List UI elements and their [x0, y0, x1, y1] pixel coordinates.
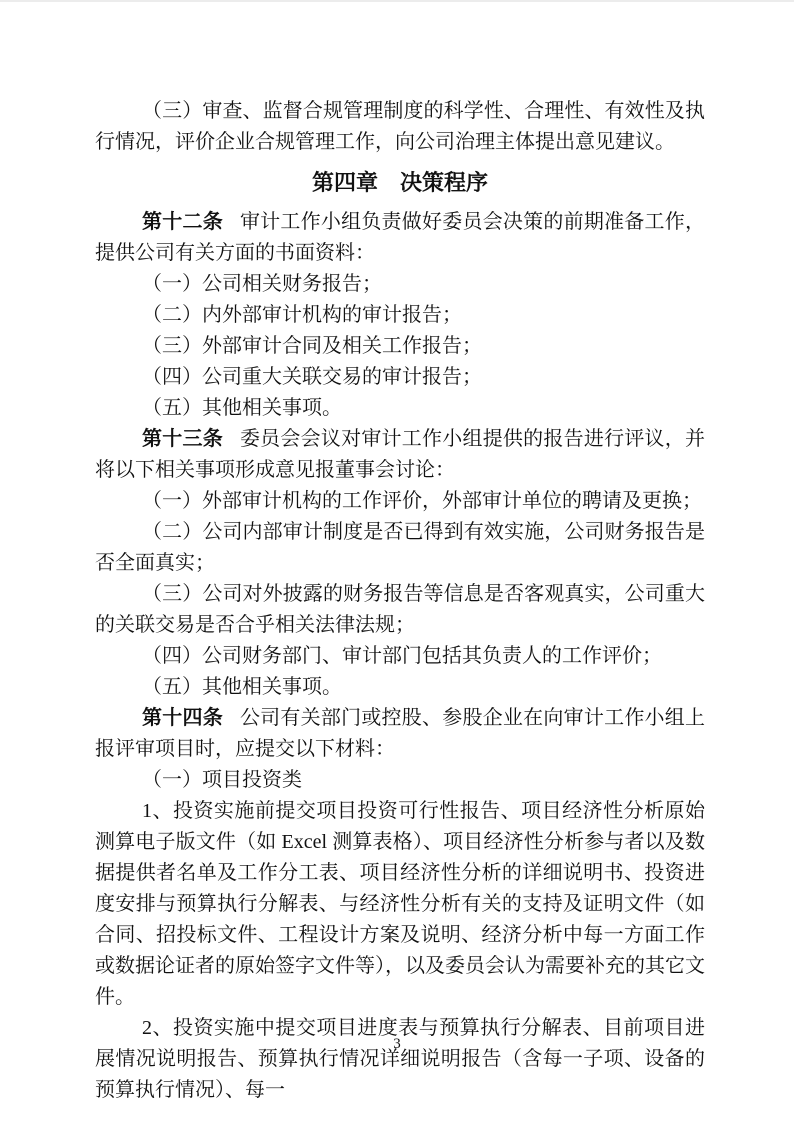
article-number: 第十三条	[142, 428, 223, 450]
paragraph: （一）外部审计机构的工作评价，外部审计单位的聘请及更换；	[142, 490, 702, 512]
paragraph: （一）公司相关财务报告；	[142, 273, 382, 295]
paragraph: （三）外部审计合同及相关工作报告；	[142, 335, 482, 357]
chapter-heading: 第四章 决策程序	[311, 170, 488, 195]
article-number: 第十四条	[142, 707, 223, 729]
paragraph: 第十二条 审计工作小组负责做好委员会决策的前期准备工作，提供公司有关方面的书面资料：	[95, 211, 706, 264]
paragraph: （一）项目投资类	[142, 769, 302, 791]
paragraph: （四）公司财务部门、审计部门包括其负责人的工作评价；	[142, 645, 662, 667]
paragraph: （三）审查、监督合规管理制度的科学性、合理性、有效性及执行情况，评价企业合规管理工作，向公司治理主体提出意见建议。	[95, 100, 705, 153]
article-number: 第十二条	[142, 211, 223, 233]
paragraph: 1、投资实施前提交项目投资可行性报告、项目经济性分析原始测算电子版文件（如 Excel 测算表格）、项目经济性分析参与者以及数据提供者名单及工作分工表、项目经济性分析的详细说明书、投资进度安排与预算执行分解表、与经济性分析有关的支持及证明文件（如合同、招投标文件、工程设计方案及说明、经济分析中每一方面工作或数据论证者的原始签字文件等），以及委员会认为需要补充的其它文件。	[95, 800, 705, 1008]
paragraph: （五）其他相关事项。	[142, 397, 342, 419]
paragraph: 2、投资实施中提交项目进度表与预算执行分解表、目前项目进展情况说明报告、预算执行情况详细说明报告（含每一子项、设备的预算执行情况）、每一	[95, 1017, 705, 1101]
page-number: 3	[393, 1036, 401, 1052]
page-top-edge	[0, 0, 794, 2]
paragraph: （二）公司内部审计制度是否已得到有效实施，公司财务报告是否全面真实；	[95, 521, 705, 574]
paragraph: （三）公司对外披露的财务报告等信息是否客观真实，公司重大的关联交易是否合乎相关法律法规；	[95, 583, 705, 636]
paragraph: （四）公司重大关联交易的审计报告；	[142, 366, 482, 388]
paragraph: 第十四条 公司有关部门或控股、参股企业在向审计工作小组上报评审项目时，应提交以下材料：	[95, 707, 706, 760]
paragraph: 第十三条 委员会会议对审计工作小组提供的报告进行评议，并将以下相关事项形成意见报董事会讨论：	[95, 428, 706, 481]
paragraph: （五）其他相关事项。	[142, 676, 342, 698]
paragraph: （二）内外部审计机构的审计报告；	[142, 304, 462, 326]
